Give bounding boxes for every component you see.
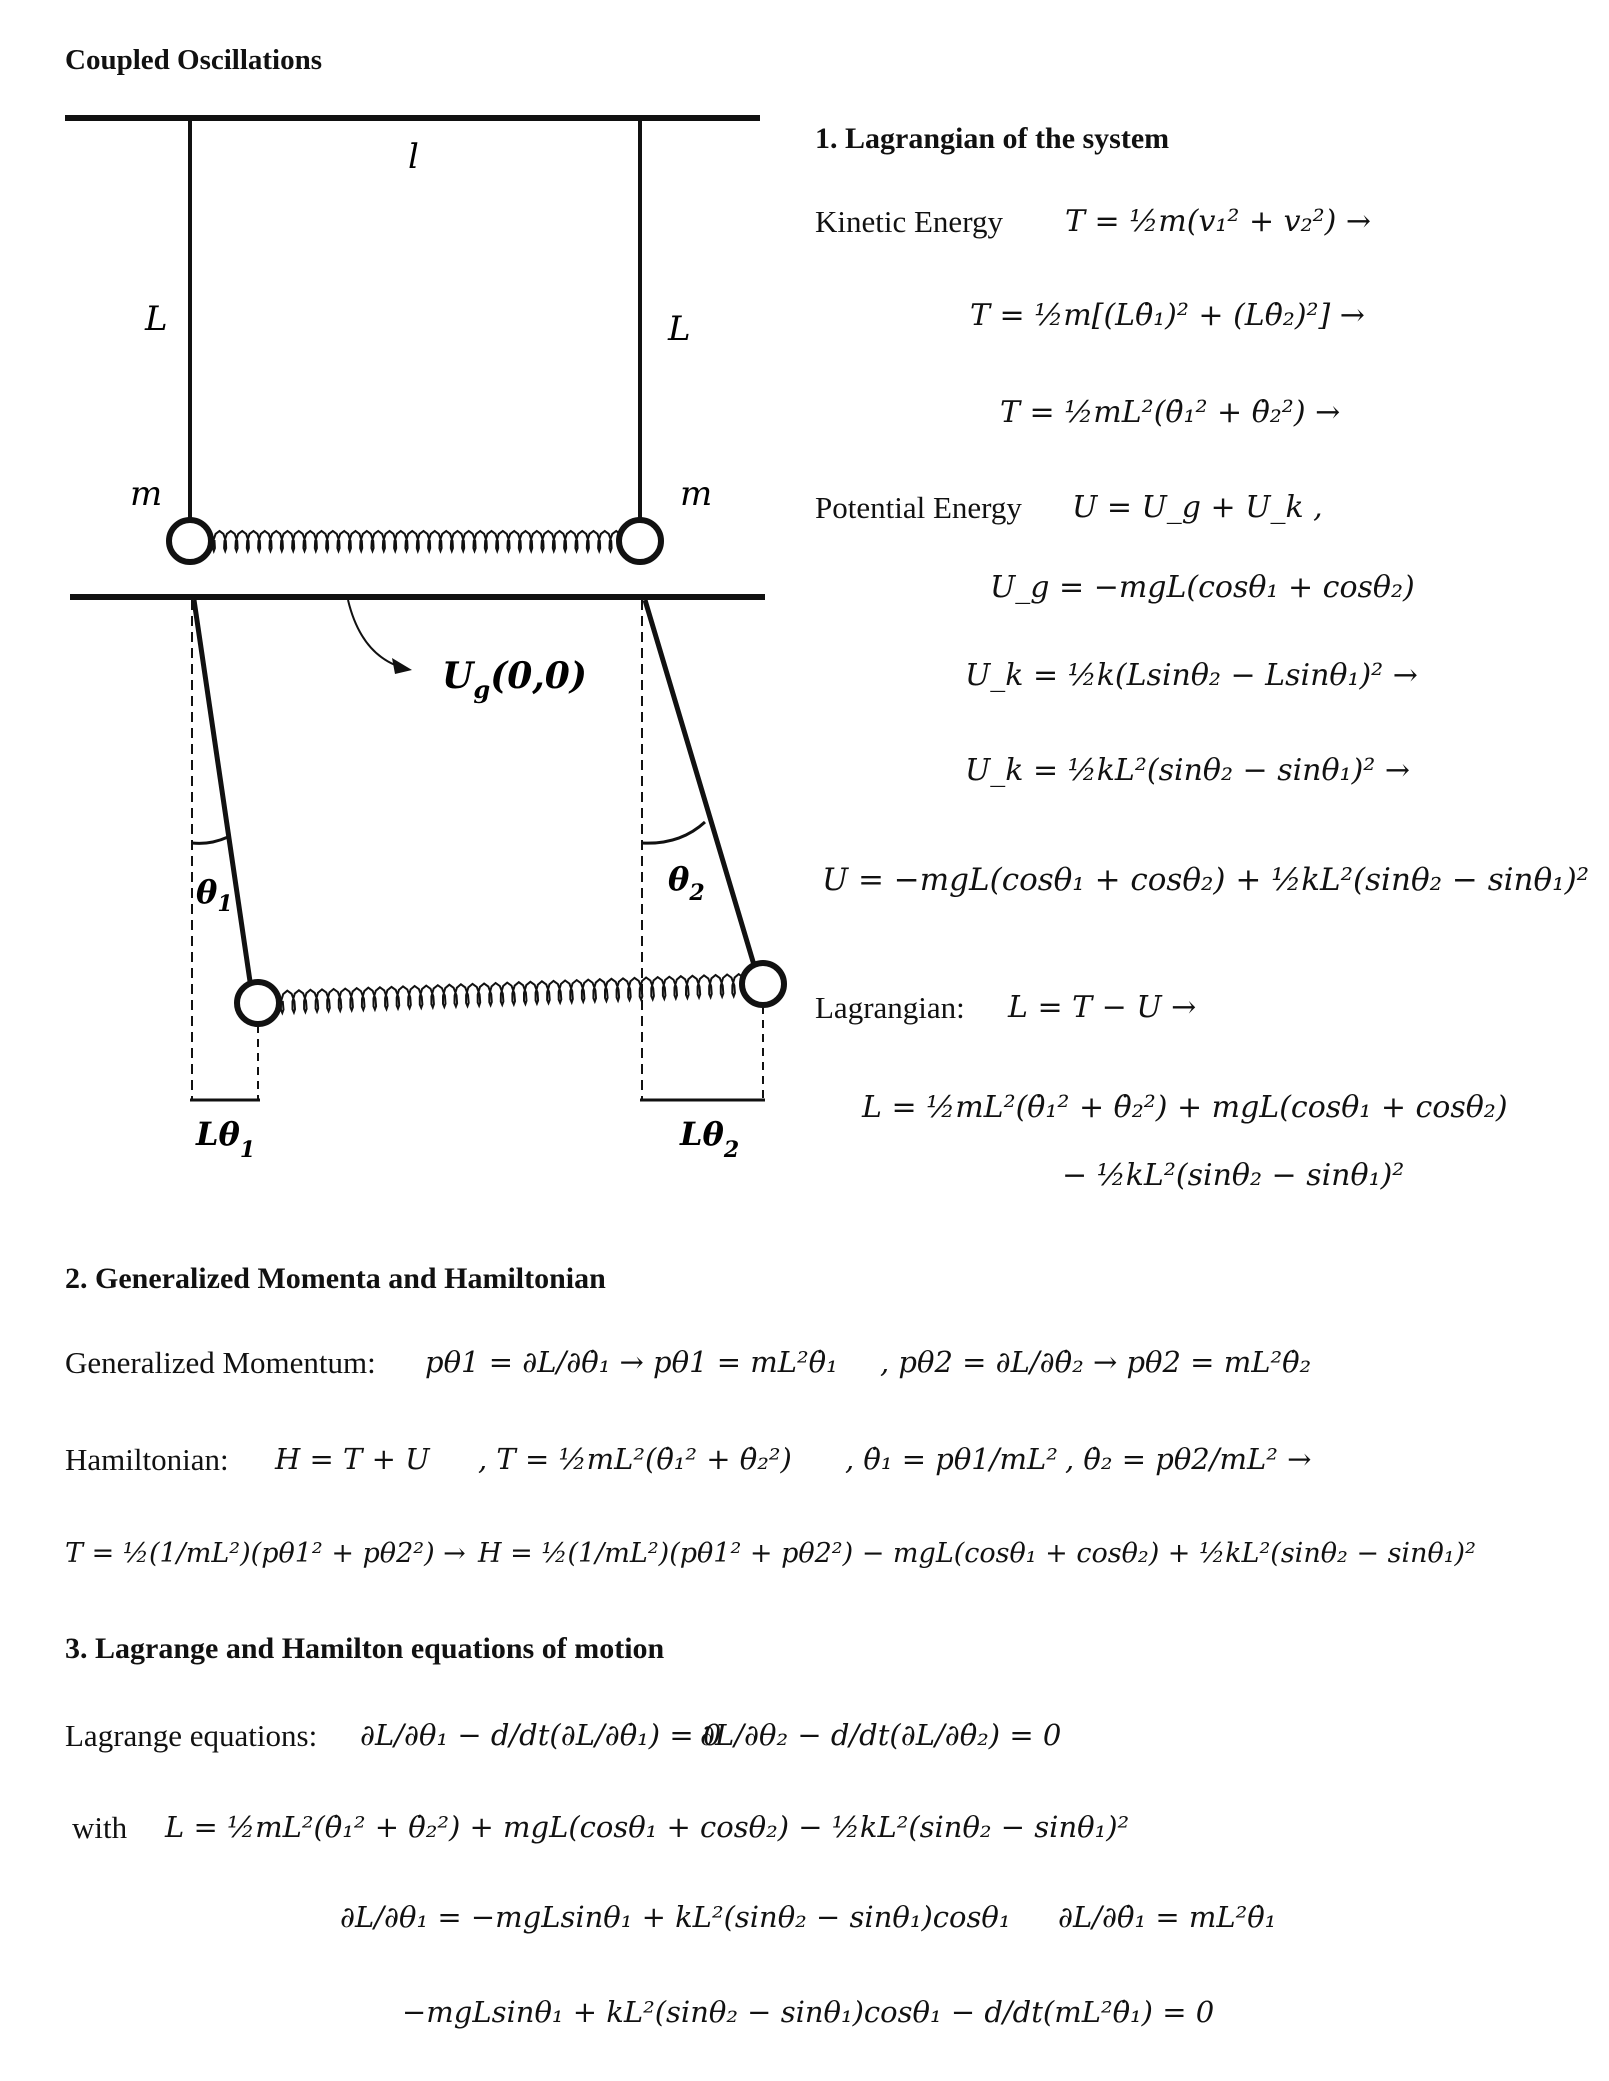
eq-final: −mgLsinθ₁ + kL²(sinθ₂ − sinθ₁)cosθ₁ − d/dt(mL²θ̇₁) = 0	[402, 1995, 1215, 2029]
label-L-right: L	[668, 309, 691, 349]
left-mass-upper	[169, 520, 211, 562]
label-m-right: m	[680, 474, 713, 514]
with-label: with	[72, 1810, 128, 1845]
label-L-left: L	[145, 299, 168, 339]
eq-T2: T = ½m[(Lθ̇₁)² + (Lθ̇₂)²] →	[970, 298, 1365, 333]
eq-T3: T = ½mL²(θ̇₁² + θ̇₂²) →	[1000, 395, 1341, 430]
eq-thd1: , θ̇₁ = pθ1/mL²	[845, 1442, 1058, 1476]
eq-Uk2: U_k = ½kL²(sinθ₂ − sinθ₁)² →	[965, 753, 1410, 788]
label-ug: $U_g(0,0)$	[442, 655, 587, 704]
label-theta1: $\theta_1$	[196, 873, 233, 917]
hamiltonian-label: Hamiltonian:	[65, 1442, 229, 1477]
eq-H0: H = T + U	[275, 1442, 430, 1476]
ug-arrow	[348, 600, 395, 665]
eq-Tdef: , T = ½mL²(θ̇₁² + θ̇₂²)	[478, 1442, 792, 1476]
theta1-arc	[192, 837, 228, 843]
label-Ltheta1: $L\theta_1$	[196, 1115, 256, 1163]
kinetic-energy-label: Kinetic Energy	[815, 204, 1003, 239]
eq-Ug: U_g = −mgL(cosθ₁ + cosθ₂)	[990, 570, 1415, 605]
eq-H: H = ½(1/mL²)(pθ1² + pθ2²) − mgL(cosθ₁ + cosθ₂) + ½kL²(sinθ₂ − sinθ₁)²	[478, 1538, 1476, 1569]
section1-heading: 1. Lagrangian of the system	[815, 122, 1170, 155]
label-m-left: m	[130, 474, 163, 514]
eq-le1: ∂L/∂θ₁ − d/dt(∂L/∂θ̇₁) = 0	[360, 1718, 722, 1752]
momentum-label: Generalized Momentum:	[65, 1345, 376, 1380]
eq-dL1: ∂L/∂θ₁ = −mgLsinθ₁ + kL²(sinθ₂ − sinθ₁)cosθ₁	[340, 1900, 1011, 1934]
eq-U: U = −mgL(cosθ₁ + cosθ₂) + ½kL²(sinθ₂ − sinθ₁)²	[822, 862, 1590, 898]
eq-L0: L = T − U →	[1008, 990, 1197, 1025]
label-Ltheta2: $L\theta_2$	[680, 1115, 740, 1163]
eq-Uk1: U_k = ½k(Lsinθ₂ − Lsinθ₁)² →	[965, 658, 1418, 693]
lagrangian-label: Lagrangian:	[815, 990, 965, 1025]
label-theta2: $\theta_2$	[668, 860, 705, 906]
label-l: l	[408, 137, 419, 177]
right-rod-displaced	[645, 600, 757, 975]
eq-Tp: T = ½(1/mL²)(pθ1² + pθ2²) →	[65, 1538, 466, 1569]
eq-thd2: , θ̇₂ = pθ2/mL² →	[1065, 1442, 1312, 1476]
right-mass-upper	[619, 520, 661, 562]
eq-L1: L = ½mL²(θ̇₁² + θ̇₂²) + mgL(cosθ₁ + cosθ₂)	[862, 1090, 1508, 1125]
eq-with: L = ½mL²(θ̇₁² + θ̇₂²) + mgL(cosθ₁ + cosθ₂) − ½kL²(sinθ₂ − sinθ₁)²	[165, 1810, 1130, 1844]
coupled-pendulum-figure	[0, 0, 800, 1180]
eq-p1: pθ1 = ∂L/∂θ̇₁ → pθ1 = mL²θ̇₁	[425, 1345, 838, 1379]
left-mass-lower	[237, 982, 279, 1024]
upper-spring	[210, 530, 623, 552]
eq-L2: − ½kL²(sinθ₂ − sinθ₁)²	[1062, 1158, 1405, 1193]
eq-U1: U = U_g + U_k ,	[1072, 490, 1323, 525]
theta2-arc	[642, 822, 705, 843]
left-rod-displaced	[194, 600, 252, 995]
eq-p2: , pθ2 = ∂L/∂θ̇₂ → pθ2 = mL²θ̇₂	[880, 1345, 1312, 1379]
potential-energy-label: Potential Energy	[815, 490, 1022, 525]
eq-le2: ∂L/∂θ₂ − d/dt(∂L/∂θ̇₂) = 0	[700, 1718, 1062, 1752]
section2-heading: 2. Generalized Momenta and Hamiltonian	[65, 1262, 606, 1295]
ug-arrowhead	[392, 658, 412, 674]
lagrange-equations-label: Lagrange equations:	[65, 1718, 318, 1753]
lower-spring	[279, 974, 746, 1013]
eq-T1: T = ½m(v₁² + v₂²) →	[1065, 204, 1372, 239]
section3-heading: 3. Lagrange and Hamilton equations of motion	[65, 1632, 665, 1665]
eq-dLd1: ∂L/∂θ̇₁ = mL²θ̇₁	[1058, 1900, 1277, 1934]
page-title: Coupled Oscillations	[65, 44, 323, 76]
right-mass-lower	[742, 963, 784, 1005]
